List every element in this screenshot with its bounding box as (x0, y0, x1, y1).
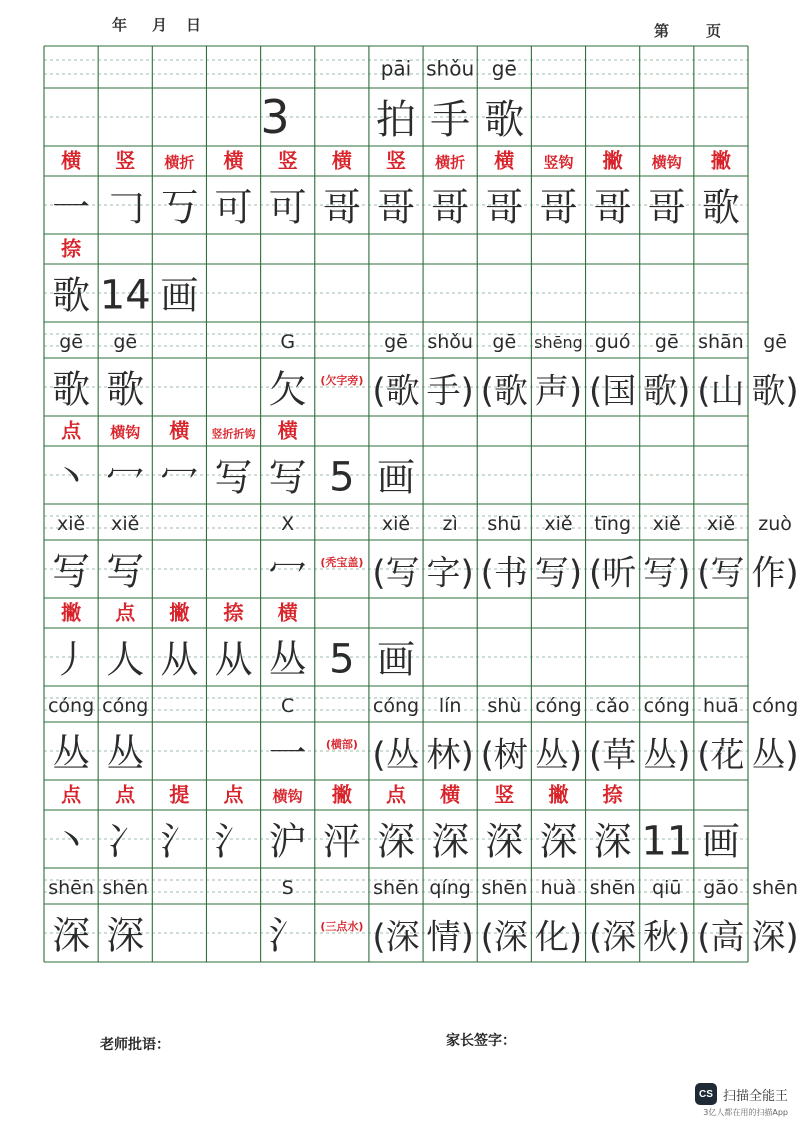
handwritten-char: (花 (697, 735, 745, 776)
pinyin-label: xiě (652, 512, 681, 535)
radical-name-label: (横部) (325, 738, 358, 752)
handwritten-char: 歌 (701, 185, 740, 230)
handwritten-char: 哥 (593, 185, 632, 230)
pinyin-label: gē (59, 330, 83, 353)
stroke-name-label: 竖钩 (543, 153, 574, 172)
stroke-name-label: 竖 (494, 782, 515, 807)
pinyin-label: S (281, 876, 294, 899)
pinyin-label: xiě (706, 512, 736, 535)
handwritten-char: 丂 (160, 185, 199, 230)
pinyin-label: lín (438, 694, 462, 717)
title-pinyin: pāi (380, 56, 412, 81)
stroke-name-label: 横 (277, 418, 298, 443)
stroke-count: 5 (329, 454, 355, 501)
handwritten-char: 沪 (268, 819, 307, 864)
stroke-count: 5 (329, 636, 355, 683)
pinyin-label: xiě (381, 512, 411, 535)
handwritten-char: 哥 (322, 185, 361, 230)
stroke-name-label: 点 (386, 782, 406, 807)
page-suffix-label: 页 (706, 22, 722, 40)
handwritten-char: 冖 (106, 455, 145, 500)
pinyin-label: G (280, 330, 296, 353)
handwritten-char: 深 (485, 819, 524, 864)
handwritten-char: (山 (697, 371, 745, 412)
stroke-name-label: 横折 (164, 153, 195, 172)
pinyin-label: cóng (643, 694, 690, 717)
pinyin-label: gē (384, 330, 408, 353)
stroke-name-label: 横 (440, 782, 461, 807)
stroke-name-label: 横 (223, 148, 244, 173)
handwritten-char: 丛 (268, 637, 307, 682)
handwritten-char: 画 (376, 637, 416, 682)
handwritten-char: 可 (268, 185, 307, 230)
handwritten-char: 丶 (52, 455, 91, 500)
pinyin-label: C (281, 694, 295, 717)
handwritten-char: 画 (160, 273, 199, 318)
handwritten-char: 丶 (52, 819, 91, 864)
pinyin-label: shēn (589, 876, 636, 899)
pinyin-label: gē (654, 330, 679, 353)
handwritten-char: 深) (751, 917, 799, 958)
handwritten-char: 化) (534, 917, 583, 958)
lesson-number: 3 (260, 90, 290, 145)
handwritten-char: 哥 (485, 185, 524, 230)
handwritten-char: (国 (588, 371, 637, 412)
handwritten-char: 哥 (539, 185, 578, 230)
handwritten-char: (歌 (480, 371, 528, 412)
handwritten-char: 氵 (268, 913, 307, 958)
stroke-name-label: 竖 (115, 148, 136, 173)
pinyin-label: shēn (48, 876, 94, 899)
pinyin-label: shù (487, 694, 522, 717)
handwritten-char: 哥 (431, 185, 470, 230)
handwritten-char: 泙 (322, 819, 361, 864)
stroke-name-label: 竖折折钩 (211, 427, 256, 441)
stroke-name-label: 点 (61, 418, 82, 443)
year-label: 年 (112, 16, 128, 34)
handwritten-char: 氵 (214, 819, 253, 864)
pinyin-label: cóng (47, 694, 95, 717)
scanner-tagline: 3亿人都在用的扫描App (703, 1108, 788, 1117)
pinyin-label: shān (698, 330, 744, 353)
handwritten-char: 林) (426, 735, 474, 776)
title-pinyin: gē (491, 56, 517, 81)
pinyin-label: qiū (652, 876, 682, 899)
handwritten-char: 手) (426, 371, 474, 412)
handwritten-char: (高 (697, 917, 745, 958)
handwritten-char: 丛) (534, 735, 583, 776)
handwritten-char: 深 (539, 819, 578, 864)
handwritten-char: (书 (480, 553, 528, 594)
title-pinyin: shǒu (426, 56, 475, 81)
radical-name-label: (三点水) (320, 920, 364, 934)
scanner-watermark (695, 1083, 788, 1118)
pinyin-label: huà (540, 876, 577, 899)
stroke-name-label: 横 (277, 600, 298, 625)
stroke-name-label: 横 (61, 148, 82, 173)
handwritten-char: (深 (588, 917, 637, 958)
stroke-name-label: 撇 (61, 600, 82, 625)
stroke-name-label: 竖 (386, 148, 406, 173)
pinyin-label: shǒu (427, 330, 473, 353)
handwritten-char: 深 (376, 819, 416, 864)
handwritten-char: 冖 (160, 455, 199, 500)
pinyin-label: cóng (535, 694, 582, 717)
scanner-name: 扫描全能王 (722, 1088, 788, 1104)
handwritten-char: 写 (268, 455, 307, 500)
teacher-comment-label: 老师批语： (100, 1037, 170, 1053)
stroke-name-label: 横 (169, 418, 190, 443)
page-prefix-label: 第 (654, 22, 670, 40)
stroke-name-label: 点 (115, 600, 136, 625)
handwritten-char: 画 (376, 455, 416, 500)
handwritten-char: 哥 (647, 185, 686, 230)
title-char: 歌 (484, 97, 525, 144)
handwritten-char: 深 (106, 913, 145, 958)
handwritten-char: 哥 (376, 185, 416, 230)
handwritten-char: 歌) (751, 371, 799, 412)
handwritten-char: 丛 (106, 731, 145, 776)
stroke-name-label: 横钩 (651, 153, 682, 172)
handwritten-char: 深 (431, 819, 470, 864)
stroke-name-label: 横 (331, 148, 352, 173)
stroke-name-label: 横钩 (272, 787, 303, 806)
handwritten-char: 可 (214, 185, 253, 230)
title-char: 手 (430, 97, 471, 144)
parent-sign-label: 家长签字： (446, 1033, 516, 1049)
day-label: 日 (186, 16, 202, 34)
pinyin-label: cóng (102, 694, 149, 717)
pinyin-label: cóng (372, 694, 420, 717)
stroke-name-label: 撇 (169, 600, 190, 625)
handwritten-char: (深 (480, 917, 528, 958)
handwritten-char: 写) (534, 553, 583, 594)
pinyin-label: shēng (534, 332, 583, 352)
handwritten-char: 写) (643, 553, 691, 594)
handwritten-char: (草 (588, 735, 637, 776)
pinyin-label: xiě (111, 512, 140, 535)
pinyin-label: gē (763, 330, 787, 353)
handwritten-char: 歌) (643, 371, 691, 412)
handwritten-char: (歌 (372, 371, 420, 412)
handwritten-char: (树 (480, 735, 528, 776)
stroke-name-label: 横钩 (110, 423, 141, 442)
handwritten-char: 歌 (106, 367, 145, 412)
handwritten-char: 写 (52, 549, 91, 594)
handwritten-char: 冫 (106, 819, 145, 864)
pinyin-label: guó (594, 330, 631, 353)
radical-name-label: (秃宝盖) (320, 556, 364, 570)
stroke-name-label: 捺 (61, 236, 82, 261)
handwritten-char: 从 (214, 637, 253, 682)
handwritten-char: 秋) (643, 917, 691, 958)
pinyin-label: shēn (752, 876, 798, 899)
handwritten-char: (丛 (372, 735, 420, 776)
handwritten-char: 丛) (751, 735, 799, 776)
stroke-name-label: 撇 (710, 148, 731, 173)
handwritten-char: 一 (268, 731, 307, 776)
handwritten-char: (深 (372, 917, 420, 958)
handwritten-char: 写 (106, 549, 145, 594)
stroke-name-label: 横 (494, 148, 515, 173)
handwritten-char: 声) (534, 371, 583, 412)
handwritten-char: 情) (426, 917, 474, 958)
stroke-count: 11 (641, 818, 693, 865)
stroke-count: 14 (99, 272, 151, 319)
pinyin-label: xiě (544, 512, 573, 535)
pinyin-label: shēn (481, 876, 528, 899)
pinyin-label: X (281, 512, 295, 535)
stroke-name-label: 捺 (223, 600, 244, 625)
stroke-name-label: 竖 (277, 148, 298, 173)
handwritten-char: 画 (701, 819, 740, 864)
handwritten-char: 歌 (52, 273, 91, 318)
stroke-name-label: 撇 (602, 148, 623, 173)
radical-name-label: (欠字旁) (320, 374, 364, 388)
scanner-logo-icon: CS (695, 1083, 717, 1105)
handwritten-char: 歌 (52, 367, 91, 412)
stroke-name-label: 撇 (548, 782, 569, 807)
handwritten-char: 深 (52, 913, 91, 958)
handwritten-char: 写 (214, 455, 253, 500)
lesson-title (260, 56, 524, 144)
handwritten-char: 冖 (268, 549, 307, 594)
handwritten-char: 丛) (643, 735, 691, 776)
stroke-name-label: 点 (61, 782, 82, 807)
pinyin-label: shēn (373, 876, 419, 899)
handwritten-char: 作) (751, 553, 799, 594)
pinyin-label: cóng (751, 694, 799, 717)
handwritten-char: 人 (106, 637, 145, 682)
pinyin-label: shēn (102, 876, 149, 899)
stroke-name-label: 横折 (435, 153, 466, 172)
handwritten-char: 一 (52, 185, 91, 230)
pinyin-label: huā (703, 694, 739, 717)
handwritten-char: 丿 (52, 637, 91, 682)
handwritten-char: 深 (593, 819, 632, 864)
stroke-name-label: 点 (223, 782, 244, 807)
handwritten-char: 氵 (160, 819, 199, 864)
pinyin-label: gāo (703, 876, 739, 899)
stroke-name-label: 撇 (331, 782, 352, 807)
pinyin-label: gē (492, 330, 517, 353)
handwritten-char: 字) (426, 553, 474, 594)
pinyin-label: shū (487, 512, 522, 535)
pinyin-label: gē (113, 330, 138, 353)
month-label: 月 (152, 16, 168, 34)
handwritten-char: (写 (372, 553, 420, 594)
pinyin-label: cǎo (595, 694, 630, 717)
stroke-name-label: 点 (115, 782, 136, 807)
handwritten-char: 丛 (52, 731, 91, 776)
handwritten-char: 欠 (268, 367, 307, 412)
pinyin-label: zuò (758, 512, 792, 535)
stroke-name-label: 提 (169, 782, 190, 807)
pinyin-label: tīng (594, 512, 632, 535)
stroke-name-label: 捺 (602, 782, 623, 807)
title-char: 拍 (376, 97, 416, 144)
handwritten-char: 从 (160, 637, 199, 682)
pinyin-label: qíng (429, 876, 471, 899)
handwritten-char: (写 (697, 553, 745, 594)
pinyin-label: zì (442, 512, 458, 535)
handwritten-char: 𠃌 (106, 185, 145, 230)
pinyin-label: xiě (56, 512, 86, 535)
handwritten-char: (听 (588, 553, 637, 594)
